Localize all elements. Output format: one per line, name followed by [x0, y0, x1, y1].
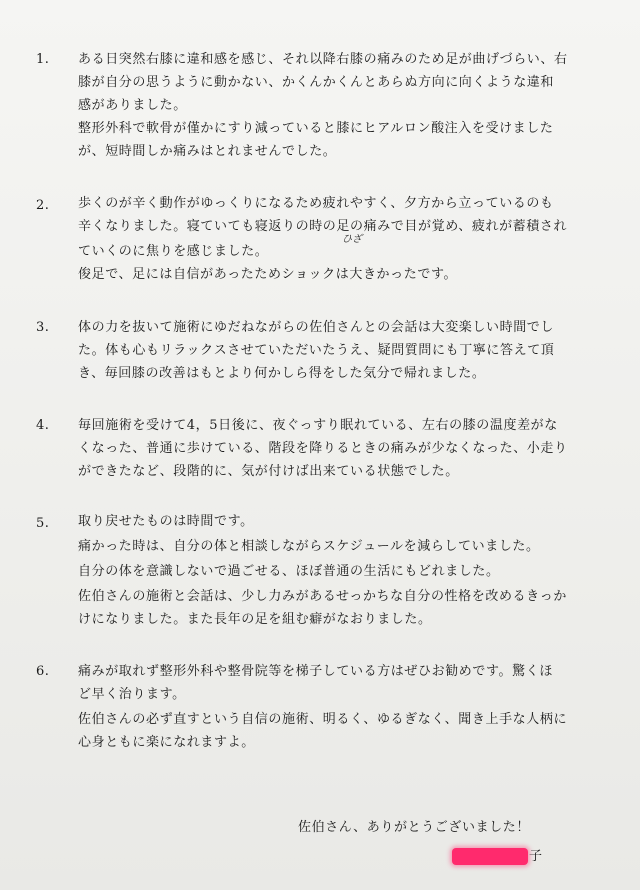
item-line: 体の力を抜いて施術にゆだねながらの佐伯さんとの会話は大変楽しい時間でし [78, 320, 555, 335]
item-line: ができたなど、段階的に、気が付けば出来ている状態でした。 [78, 464, 459, 479]
item-line: けになりました。また長年の足を組む癖がなおりました。 [78, 612, 432, 627]
item-line: 毎回施術を受けて4，5日後に、夜ぐっすり眠れている、左右の膝の温度差がな [78, 418, 558, 433]
redacted-name [452, 848, 528, 865]
item-line: 佐伯さんの施術と会話は、少し力みがあるせっかちな自分の性格を改めるきっか [78, 589, 567, 604]
item-line: 歩くのが辛く動作がゆっくりになるため疲れやすく、夕方から立っているのも [78, 196, 554, 211]
item-line: き、毎回膝の改善はもとより何かしら得をした気分で帰れました。 [78, 366, 486, 381]
item-number: 3. [36, 320, 50, 335]
item-line: 佐伯さんの必ず直すという自信の施術、明るく、ゆるぎなく、聞き上手な人柄に [78, 712, 568, 727]
item-line: 膝が自分の思うように動かない、かくんかくんとあらぬ方向に向くような違和 [78, 75, 555, 90]
item-line: 俊足で、足には自信があったためショックは大きかったです。 [78, 267, 458, 282]
item-line: が、短時間しか痛みはとれませんでした。 [78, 144, 337, 159]
item-line: 痛みが取れず整形外科や整骨院等を梯子している方はぜひお勧めです。驚くほ [78, 664, 553, 679]
item-line: た。体も心もリラックスさせていただいたうえ、疑問質問にも丁寧に答えて頂 [78, 343, 555, 358]
item-line: くなった、普通に歩けている、階段を降りるときの痛みが少なくなった、小走り [78, 441, 568, 456]
item-line: 心身ともに楽になれますよ。 [78, 735, 255, 750]
item-number: 4. [36, 418, 50, 433]
closing-message: 佐伯さん、ありがとうございました！ [298, 820, 530, 835]
item-line: 感がありました。 [78, 98, 187, 113]
item-line: 痛かった時は、自分の体と相談しながらスケジュールを減らしていました。 [78, 539, 540, 554]
handwritten-annotation: ひざ [342, 234, 362, 245]
signature-suffix: 子 [529, 848, 543, 864]
item-line: 取り戻せたものは時間です。 [78, 514, 254, 529]
item-line: 自分の体を意識しないで過ごせる、ほぼ普通の生活にもどれました。 [78, 564, 500, 579]
item-number: 5. [36, 516, 50, 531]
item-number: 2. [36, 198, 50, 213]
item-line: ある日突然右膝に違和感を感じ、それ以降右膝の痛みのため足が曲げづらい、右 [78, 52, 568, 67]
item-line: ていくのに焦りを感じました。 [78, 244, 269, 259]
item-number: 6. [36, 664, 50, 679]
item-line: 辛くなりました。寝ていても寝返りの時の足の痛みで目が覚め、疲れが蓄積され [78, 219, 568, 234]
item-number: 1. [36, 52, 50, 67]
item-line: 整形外科で軟骨が僅かにすり減っていると膝にヒアルロン酸注入を受けました [78, 121, 554, 136]
signature [452, 846, 542, 866]
item-line: ど早く治ります。 [78, 687, 186, 702]
